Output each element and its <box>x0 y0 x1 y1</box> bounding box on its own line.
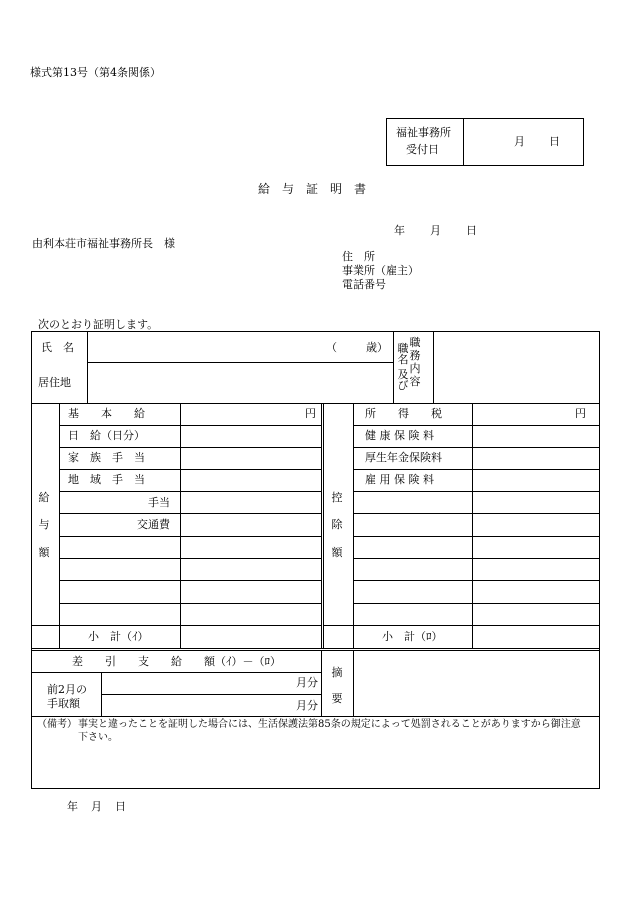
note-prefix: （備考） <box>37 719 77 730</box>
age-open: （ <box>326 341 337 354</box>
ded-row-4: 雇 用 保 険 料 <box>365 473 434 486</box>
pay-subtotal: 小 計（ｲ） <box>88 630 149 643</box>
addressee: 由利本荘市福祉事務所長 様 <box>32 237 175 250</box>
job-char-2: 務 <box>409 349 421 362</box>
job-label-2b: 及び <box>397 368 409 392</box>
receipt-month: 月 <box>514 135 525 148</box>
prev-label-2: 手取額 <box>47 697 80 710</box>
bottom-year: 年 <box>67 800 78 813</box>
ded-group-2: 除 <box>331 518 343 531</box>
receipt-label-1: 福祉事務所 <box>396 126 451 139</box>
issuer-office: 事業所（雇主） <box>342 264 419 277</box>
note-line-1: 事実と違ったことを証明した場合には、生活保護法第85条の規定によって処罰されることがありますから御注意 <box>78 719 581 730</box>
pay-group-3: 額 <box>38 546 50 559</box>
job-label-2a: 職名 <box>397 342 409 366</box>
pay-row-3: 家 族 手 当 <box>68 451 145 464</box>
remarks-1: 摘 <box>331 666 343 679</box>
ded-group-1: 控 <box>331 491 343 504</box>
pay-row-6: 交通費 <box>137 518 170 531</box>
form-id: 様式第13号（第4条関係） <box>30 66 161 79</box>
net-label: 差 引 支 給 額（ｲ）－（ﾛ） <box>72 655 281 668</box>
date-day: 日 <box>466 224 477 237</box>
intro-text: 次のとおり証明します。 <box>38 318 159 331</box>
pay-row-2: 日 給（日分） <box>68 429 145 442</box>
pay-group-1: 給 <box>38 491 50 504</box>
bottom-month: 月 <box>91 800 102 813</box>
ded-row-3: 厚生年金保険料 <box>365 451 442 464</box>
age-close: 歳） <box>366 341 388 354</box>
note-line-2: 下さい。 <box>78 732 118 743</box>
remarks-2: 要 <box>331 692 343 705</box>
pay-row-4: 地 域 手 当 <box>68 473 145 486</box>
prev-month-2: 月分 <box>296 699 318 712</box>
receipt-day: 日 <box>549 135 560 148</box>
bottom-day: 日 <box>115 800 126 813</box>
date-year: 年 <box>394 224 405 237</box>
pay-row-5: 手当 <box>148 496 170 509</box>
pay-group-2: 与 <box>38 518 50 531</box>
receipt-label-2: 受付日 <box>406 143 439 156</box>
page-title: 給 与 証 明 書 <box>258 182 367 196</box>
pay-row-1: 基 本 給 <box>68 407 145 420</box>
pay-row-1-unit: 円 <box>305 407 316 420</box>
ded-group-3: 額 <box>331 546 343 559</box>
job-char-3: 内 <box>409 362 421 375</box>
prev-label-1: 前2月の <box>47 683 87 696</box>
prev-month-1: 月分 <box>296 676 318 689</box>
name-label: 氏 名 <box>41 341 74 354</box>
job-char-4: 容 <box>409 375 421 388</box>
residence-label: 居住地 <box>38 376 71 389</box>
ded-row-2: 健 康 保 険 料 <box>365 429 434 442</box>
job-char-1: 職 <box>409 336 421 349</box>
date-month: 月 <box>430 224 441 237</box>
ded-subtotal: 小 計（ﾛ） <box>382 630 443 643</box>
issuer-address: 住 所 <box>342 250 375 263</box>
ded-row-1-unit: 円 <box>575 407 586 420</box>
ded-row-1: 所 得 税 <box>365 407 442 420</box>
issuer-phone: 電話番号 <box>342 278 386 291</box>
